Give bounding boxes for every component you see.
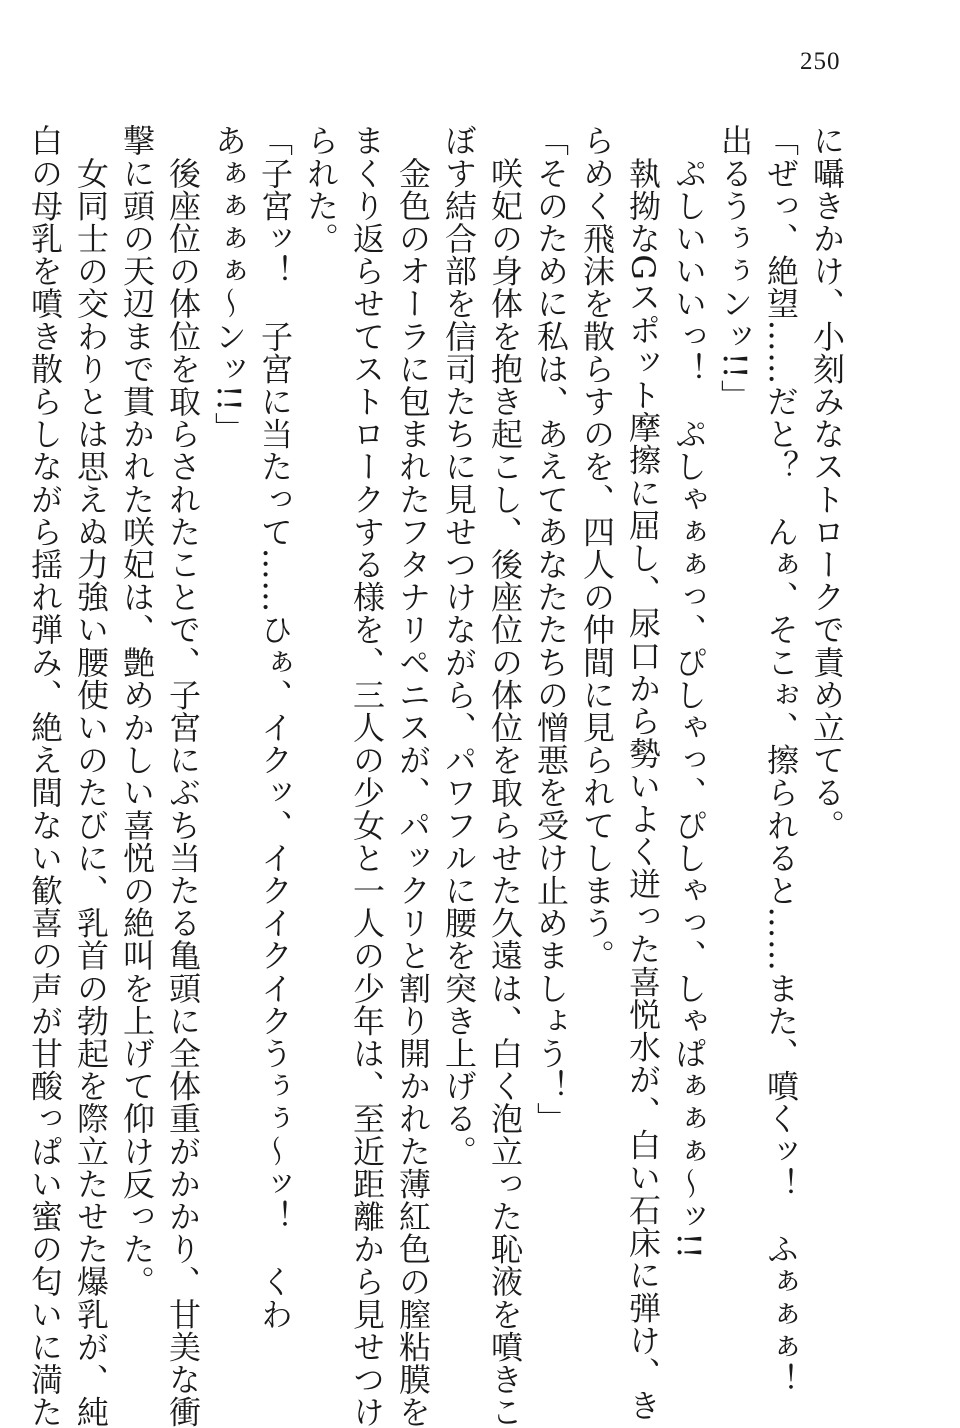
text-line: 後座位の体位を取らされたことで、子宮にぶち当たる亀頭に全体重がかかり、甘美な衝 xyxy=(164,124,202,1428)
text-line: 咲妃の身体を抱き起こし、後座位の体位を取らせた久遠は、白く泡立った恥液を噴きこ xyxy=(486,124,524,1428)
text-line: 「子宮ッ！ 子宮に当たって……ひぁ、イクッ、イクイクイクうぅぅ〜ッ！ くわ xyxy=(256,124,294,1331)
text-line: 女同士の交わりとは思えぬ力強い腰使いのたびに、乳首の勃起を際立たせた爆乳が、純 xyxy=(72,124,110,1428)
text-line: 「ぜっ、絶望……だと？ んぁ、そこぉ、擦られると……また、噴くッ！ ふぁぁぁ！ xyxy=(762,124,800,1396)
text-line: 出るうぅぅンッ!!」 xyxy=(716,124,754,412)
text-line: 執拗なGスポット摩擦に屈し、尿口から勢いよく迸った喜悦水が、白い石床に弾け、き xyxy=(624,124,662,1422)
text-line: あぁぁぁぁ〜ンッ!!」 xyxy=(210,124,248,445)
text-line: 金色のオーラに包まれたフタナリペニスが、パックリと割り開かれた薄紅色の膣粘膜を xyxy=(394,124,432,1428)
text-line: ぼす結合部を信司たちに見せつけながら、パワフルに腰を突き上げる。 xyxy=(440,124,478,1168)
page-number: 250 xyxy=(800,48,841,75)
text-line: 撃に頭の天辺まで貫かれた咲妃は、艶めかしい喜悦の絶叫を上げて仰け反った。 xyxy=(118,124,156,1298)
text-line: に囁きかけ、小刻みなストロークで責め立てる。 xyxy=(808,124,846,842)
text-line: 「そのために私は、あえてあなたたちの憎悪を受け止めましょう！」 xyxy=(532,124,570,1135)
text-line: ぷしいいいっ！ ぷしゃぁぁっ、ぴしゃっ、ぴしゃっ、しゃぱぁぁぁ〜ッ!! xyxy=(670,124,708,1260)
text-line: られた。 xyxy=(302,124,340,255)
text-line: らめく飛沫を散らすのを、四人の仲間に見られてしまう。 xyxy=(578,124,616,972)
text-line: まくり返らせてストロークする様を、三人の少女と一人の少年は、至近距離から見せつけ xyxy=(348,124,386,1428)
body-text xyxy=(26,124,850,1428)
text-line: 白の母乳を噴き散らしながら揺れ弾み、絶え間ない歓喜の声が甘酸っぱい蜜の匂いに満た xyxy=(26,124,64,1428)
